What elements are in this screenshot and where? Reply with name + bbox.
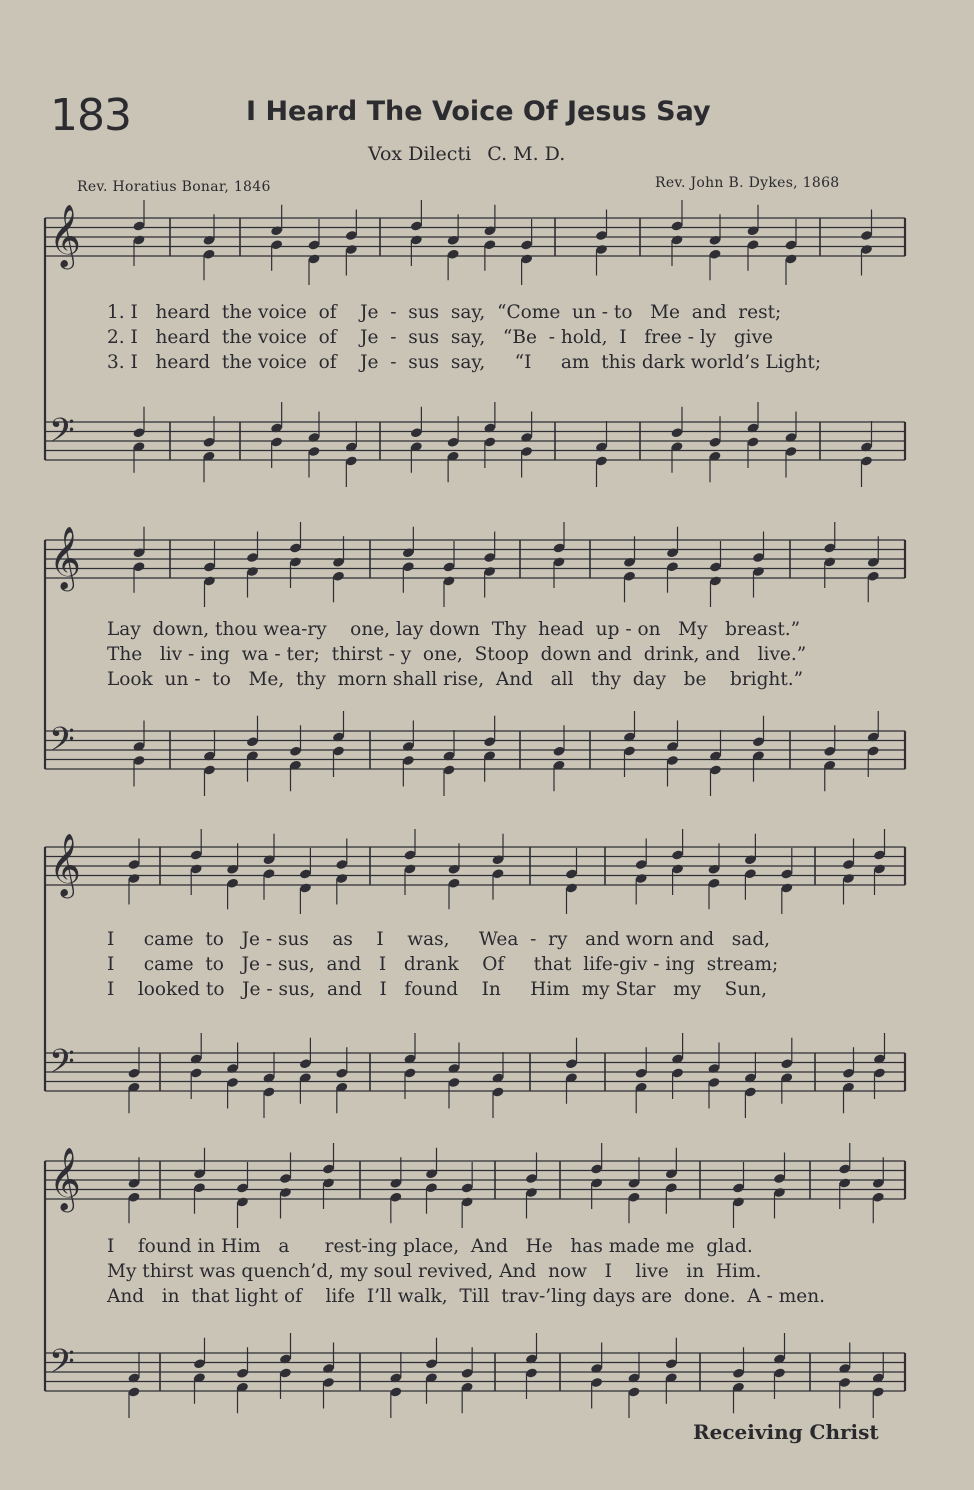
bass-clef-icon: 𝄢 [49,721,75,767]
lyric-line: 1. I heard the voice of Je - sus say, “Come un - to Me and rest; [107,302,782,323]
tune-meter: C. M. D. [487,143,566,165]
lyric-line: Look un - to Me, thy morn shall rise, And all thy day be bright.” [107,669,804,690]
category-label: Receiving Christ [693,1420,879,1444]
lyric-line: I came to Je - sus, and I drank Of that life-giv - ing stream; [107,954,779,975]
treble-clef-icon: 𝄞 [49,1147,81,1210]
bass-clef-icon: 𝄢 [49,412,75,458]
lyric-line: I came to Je - sus as I was, Wea - ry and worn and sad, [107,929,771,950]
lyricist-credit: Rev. Horatius Bonar, 1846 [77,179,271,195]
hymn-number: 183 [50,90,131,141]
treble-clef-icon: 𝄞 [49,204,81,267]
lyric-line: My thirst was quench’d, my soul revived, And now I live in Him. [107,1261,762,1282]
hymn-title: I Heard The Voice Of Jesus Say [246,96,711,127]
lyric-line: 3. I heard the voice of Je - sus say, “I am this dark world’s Light; [107,352,822,373]
treble-clef-icon: 𝄞 [49,526,81,589]
treble-clef-icon: 𝄞 [49,833,81,896]
bass-clef-icon: 𝄢 [49,1043,75,1089]
lyric-line: And in that light of life I’ll walk, Till trav-’ling days are done. A - men. [107,1286,826,1307]
tune-name: Vox Dilecti [368,143,472,165]
composer-credit: Rev. John B. Dykes, 1868 [655,175,840,191]
lyric-line: 2. I heard the voice of Je - sus say, “Be - hold, I free - ly give [107,327,773,348]
lyric-line: I looked to Je - sus, and I found In Him my Star my Sun, [107,979,767,1000]
lyric-line: I found in Him a rest-ing place, And He has made me glad. [107,1236,753,1257]
bass-clef-icon: 𝄢 [49,1343,75,1389]
lyric-line: Lay down, thou wea-ry one, lay down Thy head up - on My breast.” [107,619,801,640]
lyric-line: The liv - ing wa - ter; thirst - y one, Stoop down and drink, and live.” [107,644,807,665]
